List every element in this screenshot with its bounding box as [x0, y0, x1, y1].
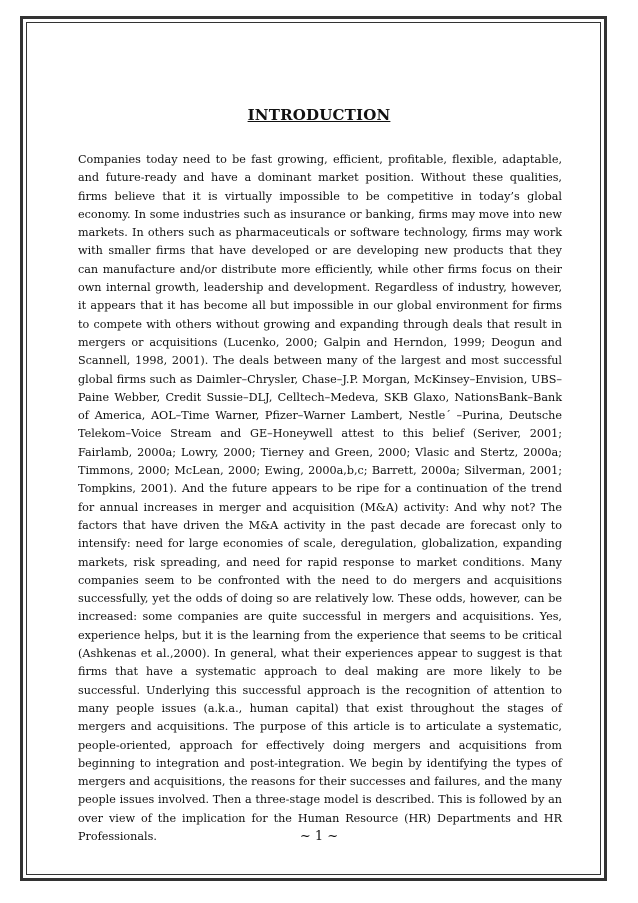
body-paragraph: Companies today need to be fast growing, efficient, profitable, flexible, adaptable, and future-ready and have a dominant market position. Without these qualities, firms believe that it is virtually impossible to be competitive in today’s global economy. In some industries such as insurance or banking, firms may move into new markets. In others such as pharmaceuticals or software technology, firms may work with smaller firms that have developed or are developing new products that they can manufacture and/or distribute more efficiently, while other firms focus on their own internal growth, leadership and development. Regardless of industry, however, it appears that it has become all but impossible in our global environment for firms to compete with others without growing and expanding through deals that result in mergers or acquisitions (Lucenko, 2000; Galpin and Herndon, 1999; Deogun and Scannell, 1998, 2001). The deals between many of the largest and most successful global firms such as Daimler–Chrysler, Chase–J.P. Morgan, McKinsey–Envision, UBS–Paine Webber, Credit Sussie–DLJ, Celltech–Medeva, SKB Glaxo, NationsBank–Bank of America, AOL–Time Warner, Pfizer–Warner Lambert, Nestle´ –Purina, Deutsche Telekom–Voice Stream and GE–Honeywell attest to this belief (Seriver, 2001; Fairlamb, 2000a; Lowry, 2000; Tierney and Green, 2000; Vlasic and Stertz, 2000a; Timmons, 2000; McLean, 2000; Ewing, 2000a,b,c; Barrett, 2000a; Silverman, 2001; Tompkins, 2001). And the future appears to be ripe for a continuation of the trend for annual increases in merger and acquisition (M&A) activity: And why not? The factors that have driven the M&A activity in the past decade are forecast only to intensify: need for large economies of scale, deregulation, globalization, expanding markets, risk spreading, and need for rapid response to market conditions. Many companies seem to be confronted with the need to do mergers and acquisitions successfully, yet the odds of doing so are relatively low. These odds, however, can be increased: some companies are quite successful in mergers and acquisitions. Yes, experience helps, but it is the learning from the experience that seems to be critical (Ashkenas et al.,2000). In general, what their experiences appear to suggest is that firms that have a systematic approach to deal making are more likely to be successful. Underlying this successful approach is the recognition of attention to many people issues (a.k.a., human capital) that exist throughout the stages of mergers and acquisitions. The purpose of this article is to articulate a systematic, people-oriented, approach for effectively doing mergers and acquisitions from beginning to integration and post-integration. We begin by identifying the types of mergers and acquisitions, the reasons for their successes and failures, and the many people issues involved. Then a three-stage model is described. This is followed by an over view of the implication for the Human Resource (HR) Departments and HR Professionals. — [78, 153, 562, 843]
page-number: ~ 1 ~ — [299, 829, 339, 844]
page-title: INTRODUCTION — [247, 106, 391, 124]
